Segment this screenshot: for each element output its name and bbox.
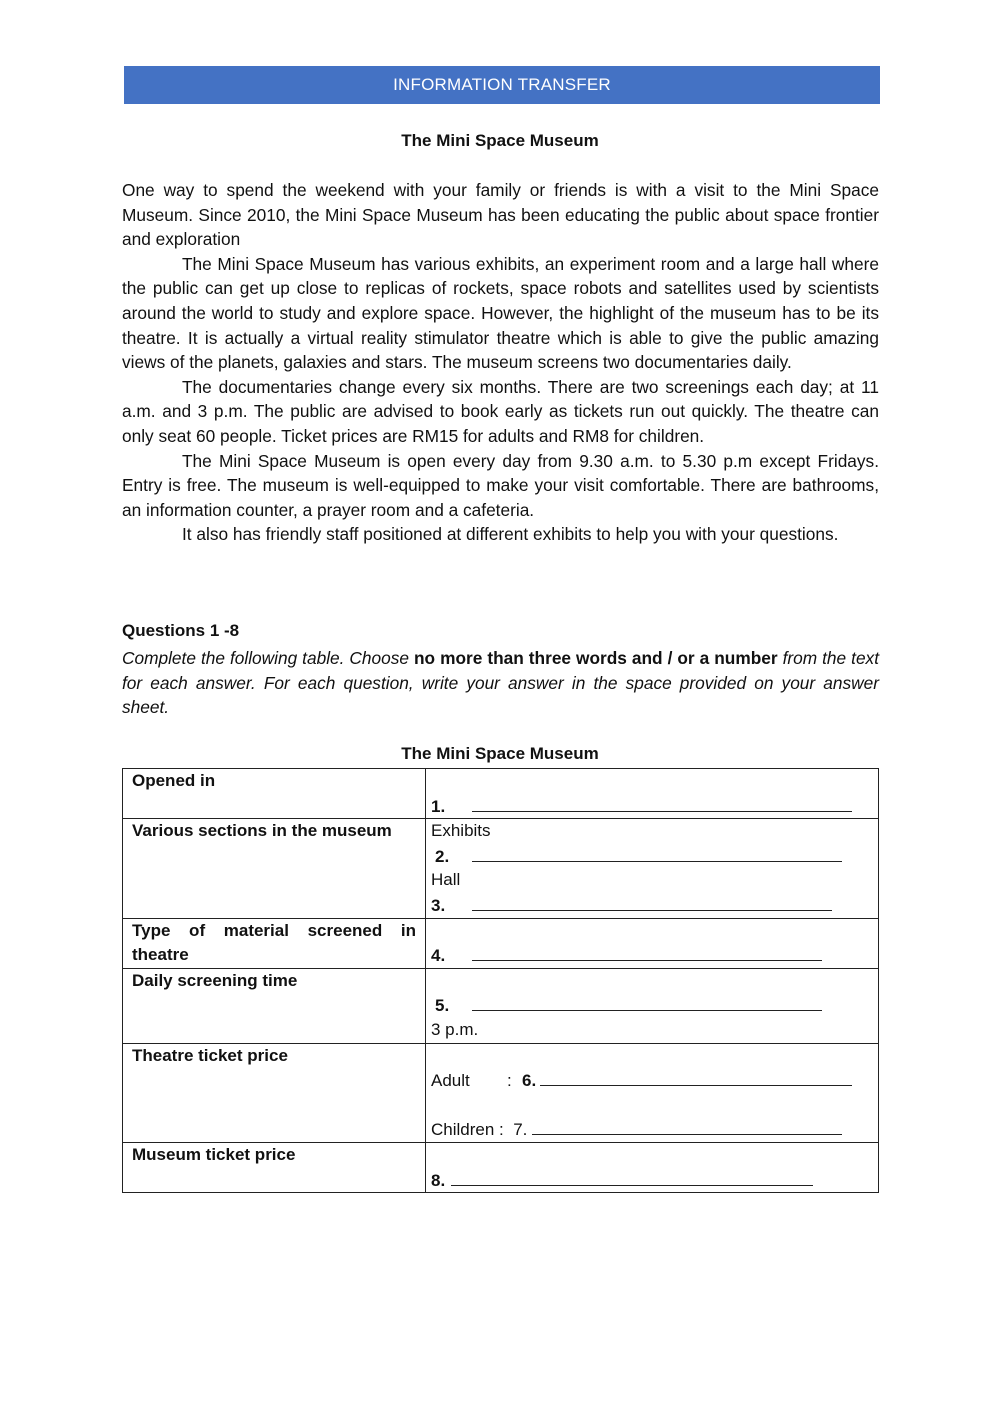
question-number: 3. xyxy=(431,895,446,915)
question-number: 2. xyxy=(435,846,450,866)
passage-paragraph: The documentaries change every six months. There are two screenings each day; at 11 a.m. and 3 p.m. The public are advised to book early as tickets run out quickly. The theatre can only seat 60 people. Ticket prices are RM15 for adults and RM8 for children. xyxy=(122,376,879,446)
answer-table xyxy=(122,768,879,1193)
answer-cell xyxy=(426,769,879,819)
answer-blank-6[interactable] xyxy=(540,1068,852,1086)
passage-paragraph: It also has friendly staff positioned at different exhibits to help you with your questions. xyxy=(182,524,839,545)
row-label-cell xyxy=(123,819,426,918)
question-number: 8. xyxy=(431,1170,446,1190)
answer-blank-5[interactable] xyxy=(472,993,822,1011)
answer-blank-7[interactable] xyxy=(532,1117,842,1135)
section-item: Hall xyxy=(431,870,461,890)
row-label: Opened in xyxy=(132,771,216,790)
instructions-text-1: Complete the following table. Choose xyxy=(122,648,414,668)
table-title: The Mini Space Museum xyxy=(401,744,599,763)
row-label-cell xyxy=(123,968,426,1043)
answer-blank-2[interactable] xyxy=(472,844,842,862)
questions-heading: Questions 1 -8 xyxy=(122,621,240,640)
table-row xyxy=(123,1142,879,1192)
children-label: Children : 7. xyxy=(431,1120,528,1140)
row-label: Daily screening time xyxy=(132,970,298,990)
instructions-emphasis: no more than three words and / or a number xyxy=(413,648,778,668)
instructions-text-2: from the text for each answer. For each question, write your answer in the space provided on your answer sheet. xyxy=(122,648,879,718)
banner-text: INFORMATION TRANSFER xyxy=(393,75,611,94)
adult-label: Adult xyxy=(431,1071,470,1091)
passage-body xyxy=(122,178,879,547)
row-label: Type of material screened in theatre xyxy=(132,920,416,965)
questions-instructions xyxy=(122,646,879,720)
row-label-cell xyxy=(123,1142,426,1192)
table-row xyxy=(123,769,879,819)
table-row xyxy=(123,968,879,1043)
header-banner xyxy=(124,66,880,104)
table-row xyxy=(123,819,879,918)
passage-title: The Mini Space Museum xyxy=(401,131,599,150)
answer-cell xyxy=(426,1043,879,1142)
question-number: 5. xyxy=(435,996,450,1016)
row-label: Theatre ticket price xyxy=(132,1045,288,1065)
answer-cell xyxy=(426,819,879,918)
question-number: 1. xyxy=(431,796,446,816)
passage-paragraph: One way to spend the weekend with your family or friends is with a visit to the Mini Space Museum. Since 2010, the Mini Space Museum has been educating the public about space frontier and exploration xyxy=(122,180,879,250)
row-label-cell xyxy=(123,1043,426,1142)
answer-blank-8[interactable] xyxy=(451,1168,813,1186)
question-number: 6. xyxy=(522,1071,537,1091)
screening-time: 3 p.m. xyxy=(431,1019,479,1039)
row-label: Museum ticket price xyxy=(132,1144,296,1164)
answer-cell xyxy=(426,1142,879,1192)
table-row xyxy=(123,918,879,968)
row-label-cell xyxy=(123,769,426,819)
question-number: 4. xyxy=(431,946,446,966)
answer-blank-3[interactable] xyxy=(472,893,832,911)
answer-blank-4[interactable] xyxy=(472,943,822,961)
table-row xyxy=(123,1043,879,1142)
row-label: Various sections in the museum xyxy=(132,821,392,841)
passage-paragraph: The Mini Space Museum is open every day from 9.30 a.m. to 5.30 p.m except Fridays. Entry is free. The museum is well-equipped to make your visit comfortable. There are bathrooms, an information counter, a prayer room and a cafeteria. xyxy=(122,450,879,520)
answer-cell xyxy=(426,918,879,968)
answer-cell xyxy=(426,968,879,1043)
colon-separator: : xyxy=(507,1071,512,1091)
passage-paragraph: The Mini Space Museum has various exhibits, an experiment room and a large hall where the public can get up close to replicas of rockets, space robots and satellites used by scientists around the world to study and explore space. However, the highlight of the museum has to be its theatre. It is actually a virtual reality stimulator theatre which is able to give the public amazing views of the planets, galaxies and stars. The museum screens two documentaries daily. xyxy=(122,253,879,373)
answer-blank-1[interactable] xyxy=(472,794,852,812)
section-item: Exhibits xyxy=(431,821,491,841)
row-label-cell xyxy=(123,918,426,968)
